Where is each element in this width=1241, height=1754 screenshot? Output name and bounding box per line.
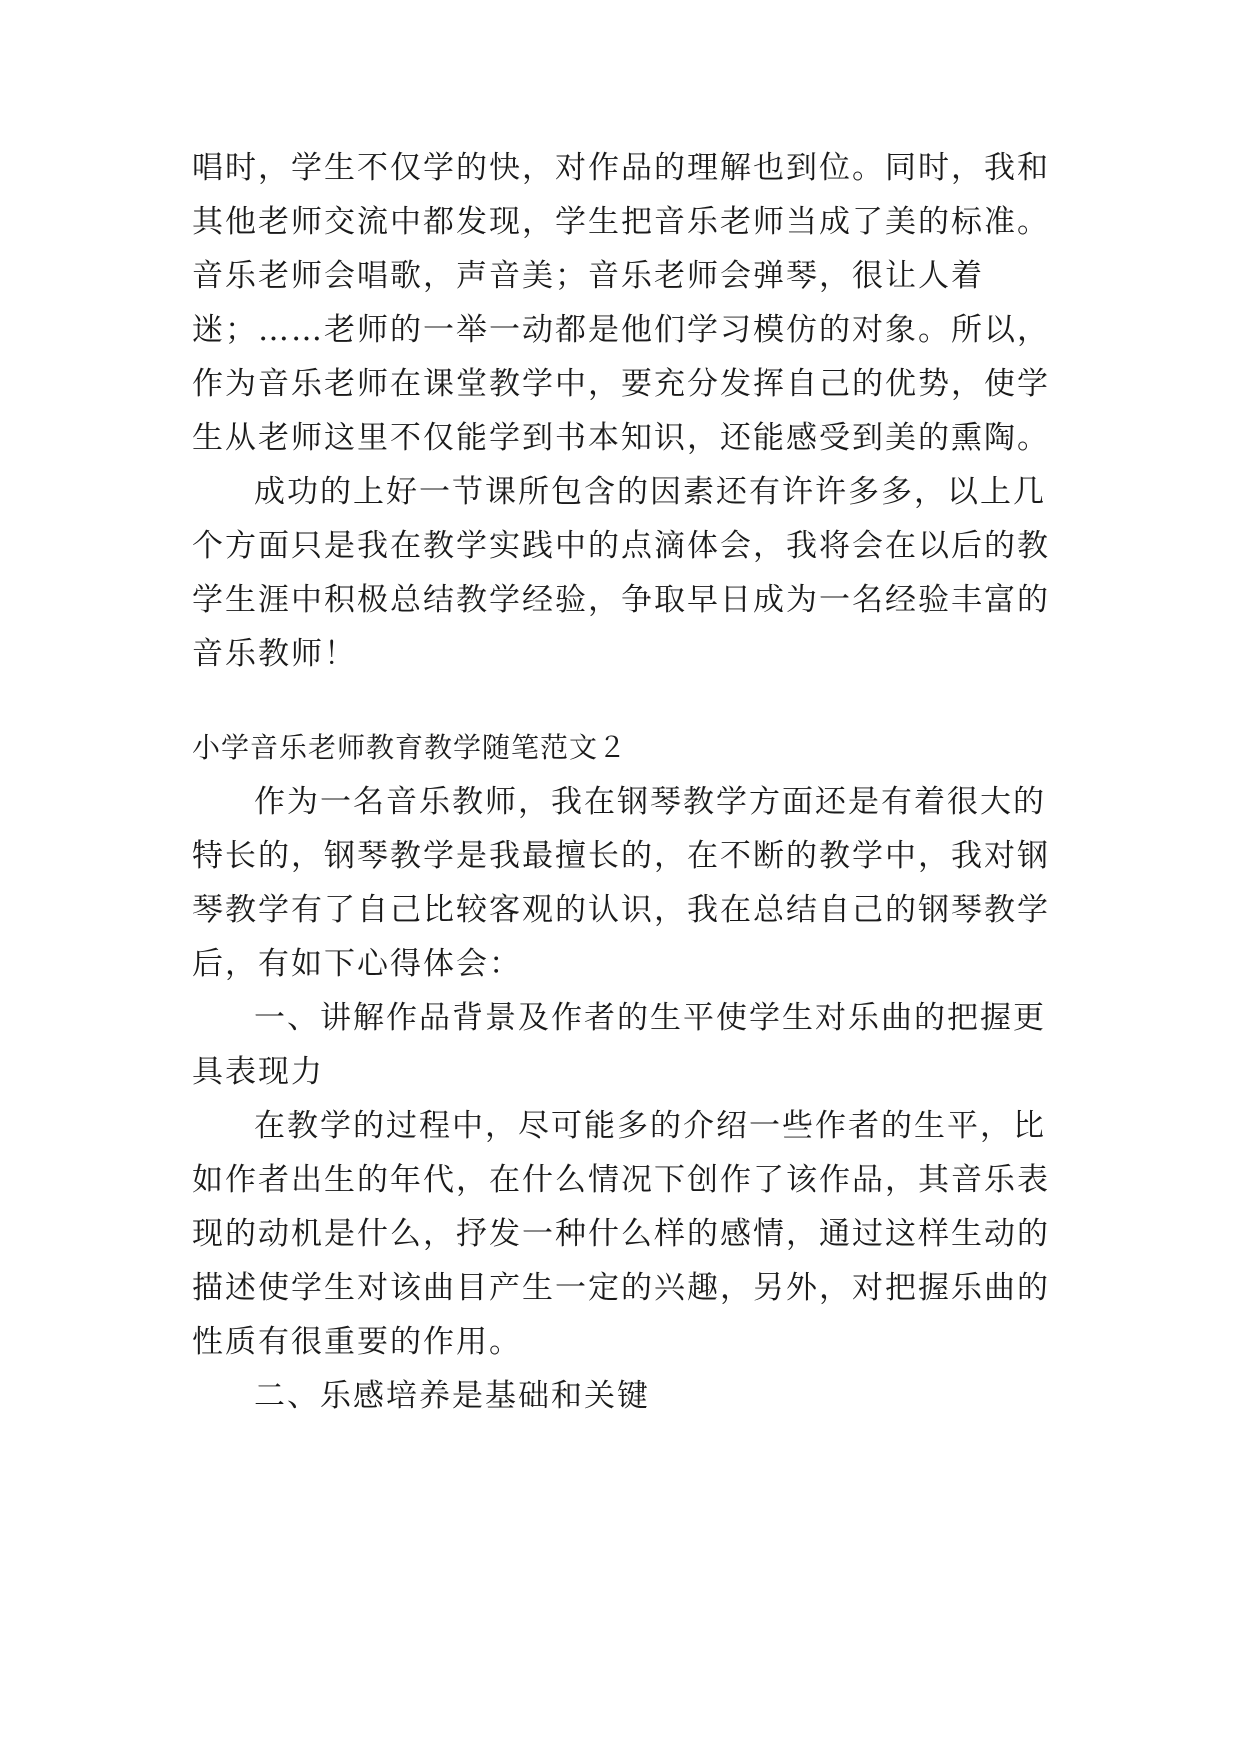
paragraph-line: 现的动机是什么，抒发一种什么样的感情，通过这样生动的 (192, 1216, 1050, 1252)
paragraph-line: 成功的上好一节课所包含的因素还有许许多多，以上几 (254, 474, 1046, 510)
paragraph-line: 描述使学生对该曲目产生一定的兴趣，另外，对把握乐曲的 (192, 1270, 1050, 1306)
paragraph-line: 后，有如下心得体会： (192, 946, 522, 982)
subheading-line: 一、讲解作品背景及作者的生平使学生对乐曲的把握更 (254, 1000, 1046, 1036)
section-heading: 小学音乐老师教育教学随笔范文２ (192, 731, 628, 764)
paragraph-line: 特长的，钢琴教学是我最擅长的，在不断的教学中，我对钢 (192, 838, 1050, 874)
paragraph-line: 在教学的过程中，尽可能多的介绍一些作者的生平，比 (254, 1108, 1046, 1144)
paragraph-line: 性质有很重要的作用。 (192, 1324, 522, 1360)
paragraph-line: 如作者出生的年代，在什么情况下创作了该作品，其音乐表 (192, 1162, 1050, 1198)
paragraph-line: 音乐老师会唱歌，声音美；音乐老师会弹琴，很让人着 (192, 258, 984, 294)
paragraph-line: 其他老师交流中都发现，学生把音乐老师当成了美的标准。 (192, 204, 1050, 240)
paragraph-line: 唱时，学生不仅学的快，对作品的理解也到位。同时，我和 (192, 150, 1050, 186)
paragraph-line: 作为一名音乐教师，我在钢琴教学方面还是有着很大的 (254, 784, 1046, 820)
paragraph-line: 生从老师这里不仅能学到书本知识，还能感受到美的熏陶。 (192, 420, 1050, 456)
paragraph-line: 学生涯中积极总结教学经验，争取早日成为一名经验丰富的 (192, 582, 1050, 618)
paragraph-line: 音乐教师！ (192, 636, 357, 672)
subheading-line: 二、乐感培养是基础和关键 (254, 1378, 650, 1414)
subheading-line: 具表现力 (192, 1054, 324, 1090)
paragraph-line: 作为音乐老师在课堂教学中，要充分发挥自己的优势，使学 (192, 366, 1050, 402)
paragraph-line: 迷；……老师的一举一动都是他们学习模仿的对象。所以， (192, 312, 1050, 348)
paragraph-line: 个方面只是我在教学实践中的点滴体会，我将会在以后的教 (192, 528, 1050, 564)
paragraph-line: 琴教学有了自己比较客观的认识，我在总结自己的钢琴教学 (192, 892, 1050, 928)
